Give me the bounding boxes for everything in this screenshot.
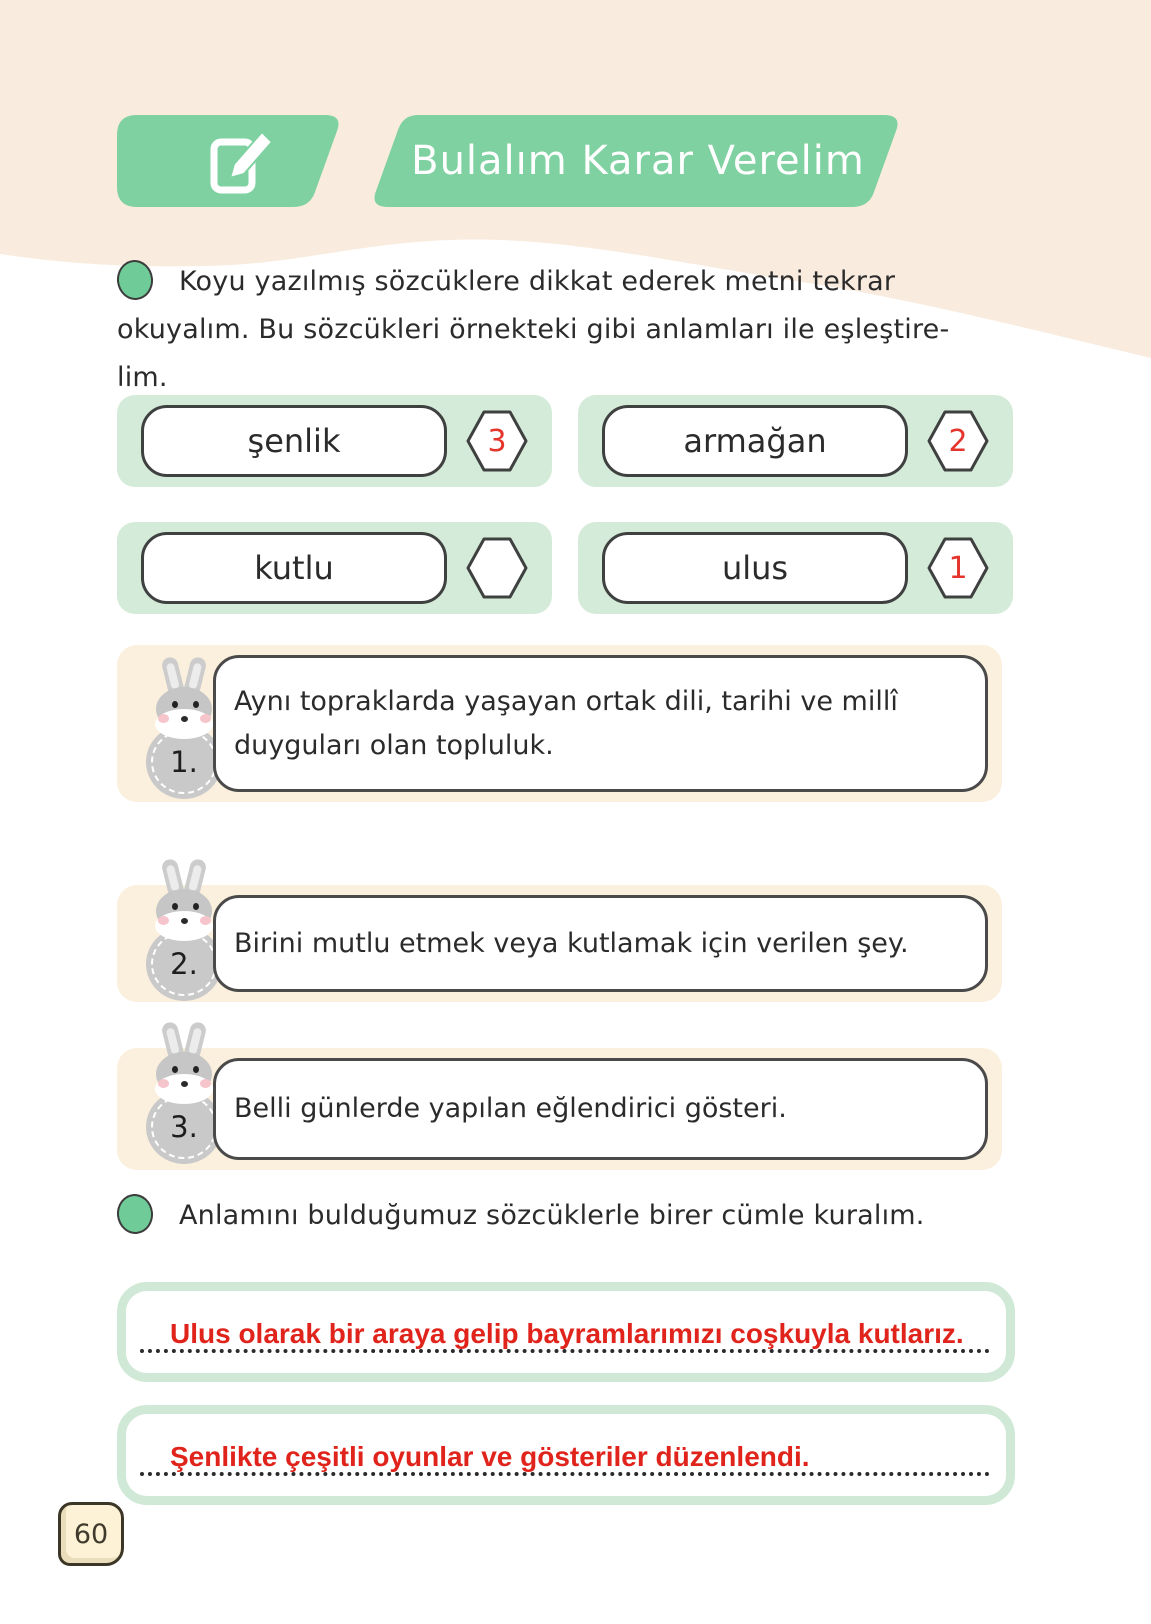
answer-text-1: Ulus olarak bir araya gelip bayramlarımızı coşkuyla kutlarız. [170, 1318, 964, 1349]
green-bullet-icon [115, 1192, 155, 1236]
hexagon-answer-number [465, 533, 529, 603]
answer-hexagon[interactable] [465, 533, 529, 603]
definition-text: Aynı topraklarda yaşayan ortak dili, tarihi ve millî duyguları olan topluluk. [213, 655, 988, 792]
answer-hexagon[interactable] [926, 533, 990, 603]
word-box-ulus [578, 522, 1013, 614]
definition-text: Belli günlerde yapılan eğlendirici gösteri. [213, 1058, 988, 1160]
word-label: armağan [602, 405, 908, 477]
instruction-first-line1: Koyu yazılmış sözcüklere dikkat ederek metni tekrar [179, 266, 896, 297]
instruction-first [117, 258, 1047, 402]
word-box-senlik [117, 395, 552, 487]
answer-text-2: Şenlikte çeşitli oyunlar ve gösteriler düzenlendi. [170, 1441, 810, 1472]
definition-number: 1. [170, 745, 198, 779]
instruction-second-text: Anlamını bulduğumuz sözcüklerle birer cümle kuralım. [179, 1200, 925, 1231]
word-box-kutlu [117, 522, 552, 614]
page-number: 60 [73, 1518, 109, 1550]
answer-line-2[interactable] [117, 1405, 1015, 1505]
green-bullet-icon [115, 258, 155, 302]
definition-number: 2. [170, 947, 198, 981]
page-number-badge [58, 1502, 124, 1566]
write-line [140, 1472, 990, 1476]
answer-line-1[interactable] [117, 1282, 1015, 1382]
pencil-edit-icon [206, 130, 278, 196]
answer-hexagon[interactable] [465, 406, 529, 476]
definition-number: 3. [170, 1110, 198, 1144]
word-box-armagan [578, 395, 1013, 487]
page-title: Bulalım Karar Verelim [411, 138, 865, 184]
instruction-first-line3: lim. [117, 362, 168, 393]
hexagon-answer-number: 2 [948, 423, 968, 459]
definition-box-3 [117, 1048, 1002, 1170]
instruction-second [117, 1192, 1047, 1240]
definition-text: Birini mutlu etmek veya kutlamak için verilen şey. [213, 895, 988, 992]
hexagon-answer-number: 1 [948, 550, 968, 586]
definition-box-1 [117, 645, 1002, 802]
answer-hexagon[interactable] [926, 406, 990, 476]
hexagon-answer-number: 3 [487, 423, 507, 459]
word-label: şenlik [141, 405, 447, 477]
instruction-first-line2: okuyalım. Bu sözcükleri örnekteki gibi anlamları ile eşleştire- [117, 314, 950, 345]
word-label: ulus [602, 532, 908, 604]
word-label: kutlu [141, 532, 447, 604]
write-line [140, 1349, 990, 1353]
definition-box-2 [117, 885, 1002, 1002]
